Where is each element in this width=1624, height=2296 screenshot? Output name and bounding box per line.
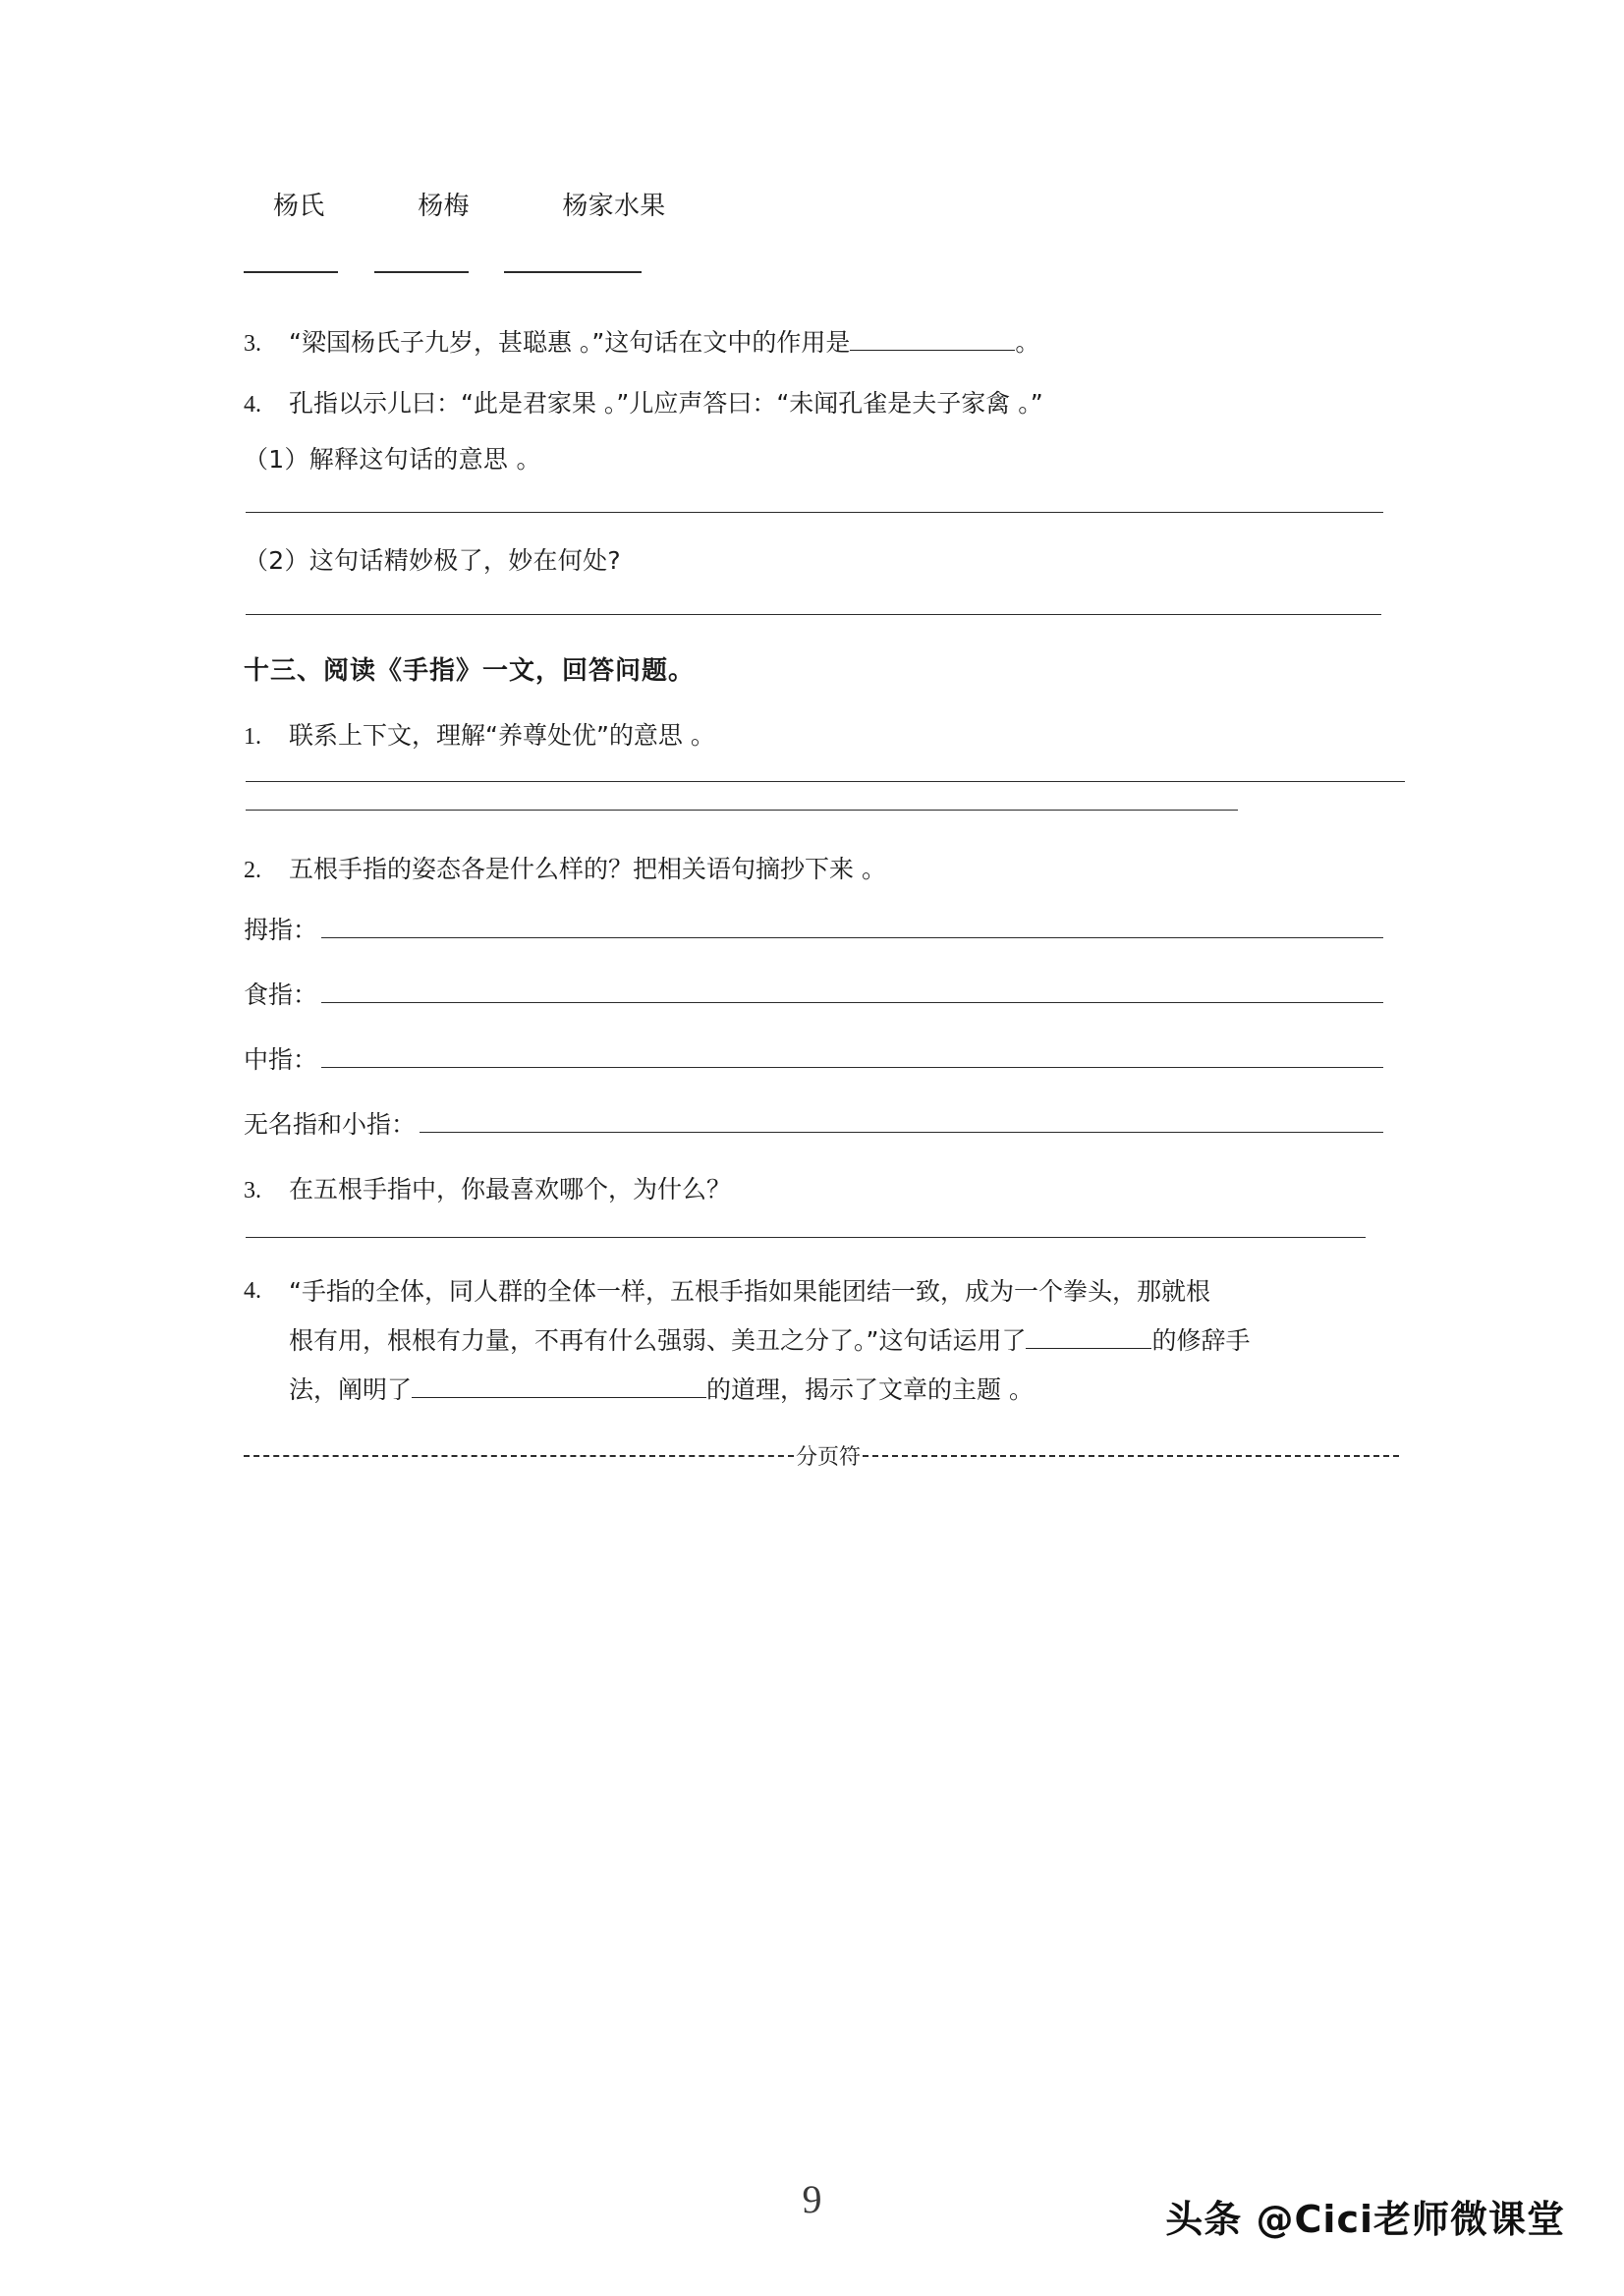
page-content (244, 187, 1383, 1471)
question-13-3 (244, 1170, 1383, 1205)
question-number: 4. (244, 391, 261, 418)
answer-rule-13-1-a[interactable] (246, 781, 1405, 782)
finger-row-ring-little (244, 1105, 1383, 1141)
question-12-4-sub1: （1）解释这句话的意思 。 (244, 444, 541, 474)
question-number: 4. (244, 1278, 261, 1305)
page-break-separator (244, 1440, 1399, 1471)
answer-blank-1[interactable] (244, 250, 338, 289)
finger-answer-line[interactable] (321, 1047, 1383, 1068)
section-heading-thirteen: 十三、阅读《手指》一文，回答问题。 (244, 656, 696, 687)
question-12-3 (244, 323, 1383, 359)
question-text: 联系上下文，理解“养尊处优”的意思 。 (289, 721, 715, 751)
fill-in-blank[interactable] (1026, 1326, 1151, 1349)
finger-row-index (244, 976, 1383, 1011)
answer-rule-12-4-2[interactable] (246, 614, 1381, 615)
page-break-dash-right (863, 1455, 1399, 1457)
question-text (289, 323, 1383, 359)
finger-label: 无名指和小指： (244, 1110, 417, 1140)
question-line-2-after: 的修辞手 (1151, 1326, 1251, 1356)
question-text-after: 。 (1015, 327, 1040, 357)
answer-blank-2[interactable] (374, 250, 469, 289)
question-number: 1. (244, 724, 261, 751)
question-line-1: “手指的全体，同人群的全体一样，五根手指如果能团结一致，成为一个拳头，那就根 (289, 1277, 1210, 1307)
question-12-4-sub2: （2）这句话精妙极了，妙在何处? (244, 546, 621, 576)
answer-blank-3[interactable] (504, 250, 642, 289)
finger-label: 中指： (244, 1045, 318, 1075)
question-line-2-before: 根有用，根根有力量，不再有什么强弱、美丑之分了。”这句话运用了 (289, 1326, 1027, 1356)
question-line-3 (289, 1366, 1383, 1415)
question-line-2 (289, 1316, 1383, 1366)
question-12-4 (244, 384, 1383, 420)
watermark: 头条 @Cici老师微课堂 (1165, 2198, 1565, 2241)
finger-label: 拇指： (244, 916, 318, 945)
question-text: 五根手指的姿态各是什么样的？把相关语句摘抄下来 。 (289, 855, 886, 884)
answer-rule-12-4-1[interactable] (246, 512, 1383, 513)
finger-answer-line[interactable] (321, 918, 1383, 938)
question-number: 2. (244, 858, 261, 884)
vocab-word-1: 杨氏 (273, 192, 325, 221)
question-text-before: “梁国杨氏子九岁，甚聪惠 。”这句话在文中的作用是 (289, 327, 851, 357)
answer-rule-13-1-b[interactable] (246, 810, 1238, 811)
question-13-4 (244, 1267, 1383, 1415)
question-number: 3. (244, 1178, 261, 1204)
question-text: 在五根手指中，你最喜欢哪个，为什么？ (289, 1175, 732, 1204)
answer-rule-13-3[interactable] (246, 1237, 1366, 1238)
question-13-2 (244, 850, 1383, 885)
fill-in-blank[interactable] (850, 328, 1015, 351)
vocab-word-2: 杨梅 (418, 192, 470, 221)
finger-row-thumb (244, 911, 1383, 946)
page-break-dash-left (244, 1455, 794, 1457)
question-number: 3. (244, 330, 261, 357)
finger-answer-line[interactable] (321, 982, 1383, 1003)
page-break-label: 分页符 (796, 1445, 862, 1471)
vocabulary-answer-blanks (244, 250, 1383, 289)
finger-label: 食指： (244, 980, 318, 1010)
finger-answer-line[interactable] (420, 1112, 1383, 1133)
question-line-3-after: 的道理，揭示了文章的主题 。 (706, 1375, 1034, 1405)
vocab-word-3: 杨家水果 (562, 192, 666, 221)
finger-row-middle (244, 1040, 1383, 1076)
question-text (289, 1267, 1383, 1415)
vocabulary-word-row (244, 187, 1383, 226)
question-text: 孔指以示儿曰：“此是君家果 。”儿应声答曰：“未闻孔雀是夫子家禽 。” (289, 388, 1043, 418)
page-number: 9 (802, 2177, 822, 2221)
question-line-3-before: 法，阐明了 (289, 1375, 413, 1405)
question-13-1 (244, 716, 1383, 752)
fill-in-blank[interactable] (412, 1375, 706, 1398)
